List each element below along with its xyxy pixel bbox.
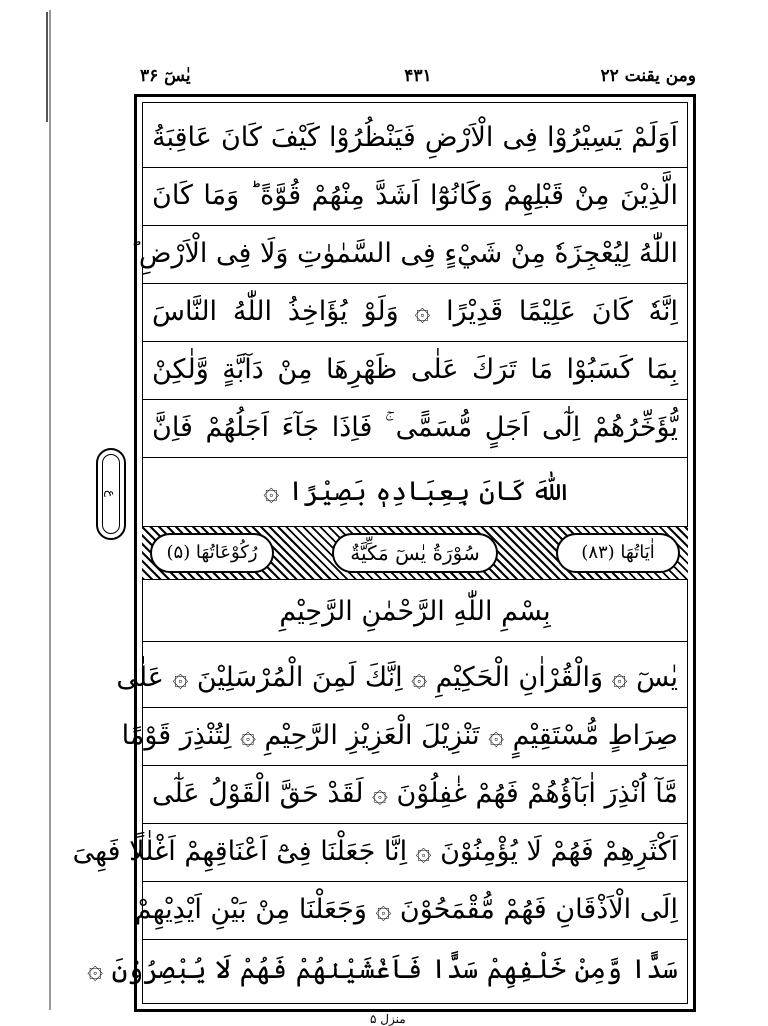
verse-line: اِلَى الْاَذْقَانِ فَهُمْ مُّقْمَحُوْنَ ۞ وَجَعَلْنَا مِنْ بَيْنِ اَيْدِيْهِمْ xyxy=(142,882,688,940)
verse-line: اِنَّهٗ كَانَ عَلِيْمًا قَدِيْرًا ۞ وَلَوْ يُؤَاخِذُ اللّٰهُ النَّاسَ xyxy=(142,284,688,342)
verse-line: اَوَلَمْ يَسِيْرُوْا فِى الْاَرْضِ فَيَنْظُرُوْا كَيْفَ كَانَ عَاقِبَةُ xyxy=(142,110,688,168)
ruku-count-cartouche: رُكُوْعَاتُهَا (۵) xyxy=(150,533,274,573)
verse-line: صِرَاطٍ مُّسْتَقِيْمٍ ۞ تَنْزِيْلَ الْعَزِيْزِ الرَّحِيْمِ ۞ لِتُنْذِرَ قَوْمًا xyxy=(142,708,688,766)
verse-line: الَّذِيْنَ مِنْ قَبْلِهِمْ وَكَانُوْٓا اَشَدَّ مِنْهُمْ قُوَّةً ؕ وَمَا كَانَ xyxy=(142,168,688,226)
page-number: ۴۳۱ xyxy=(404,66,432,86)
ruku-margin-medallion xyxy=(96,448,126,540)
basmala: بِسْمِ اللّٰهِ الرَّحْمٰنِ الرَّحِيْمِ xyxy=(142,584,688,642)
verse-line: سَدًّا وَّمِنْ خَلْفِهِمْ سَدًّا فَاَغْشَيْنٰهُمْ فَهُمْ لَا يُبْصِرُوْنَ ۞ xyxy=(87,954,678,985)
verse-line: اَكْثَرِهِمْ فَهُمْ لَا يُؤْمِنُوْنَ ۞ اِنَّا جَعَلْنَا فِىْٓ اَعْنَاقِهِمْ اَغْلٰلًا فَهِىَ xyxy=(142,824,688,882)
verse-line: اللّٰهُ لِيُعْجِزَهٗ مِنْ شَيْءٍ فِى السَّمٰوٰتِ وَلَا فِى الْاَرْضِ ؕ xyxy=(142,226,688,284)
binding-edge-mark xyxy=(46,12,48,122)
page-header xyxy=(140,66,696,90)
ruku-mark: ع xyxy=(104,490,118,498)
verse-line: بِمَا كَسَبُوْا مَا تَرَكَ عَلٰى ظَهْرِهَا مِنْ دَآبَّةٍ وَّلٰكِنْ xyxy=(142,342,688,400)
sura-name: یٰسٓ ۳۶ xyxy=(140,66,191,86)
binding-edge-line xyxy=(49,10,51,1010)
verse-line-last: اللّٰهَ كَانَ بِعِبَادِهٖ بَصِيْرًا ۞ xyxy=(263,476,567,507)
ayat-count-cartouche: اٰيَاتُهَا (۸۳) xyxy=(556,533,680,573)
verse-line: يُّؤَخِّرُهُمْ اِلٰٓى اَجَلٍ مُّسَمًّى ۚ فَاِذَا جَآءَ اَجَلُهُمْ فَاِنَّ xyxy=(142,400,688,458)
sura-title-cartouche: سُوْرَةُ يٰسٓ مَكِّيَّةٌ xyxy=(332,533,498,573)
manzil-footer: منزل ۵ xyxy=(370,1012,406,1026)
verse-line: مَّآ اُنْذِرَ اٰبَآؤُهُمْ فَهُمْ غٰفِلُوْنَ ۞ لَقَدْ حَقَّ الْقَوْلُ عَلٰٓى xyxy=(142,766,688,824)
para-name: ومن یقنت ۲۲ xyxy=(600,66,696,86)
sura-header-band xyxy=(142,526,688,580)
verse-line: يٰسٓ ۞ وَالْقُرْاٰنِ الْحَكِيْمِ ۞ اِنَّكَ لَمِنَ الْمُرْسَلِيْنَ ۞ عَلٰى xyxy=(142,650,688,708)
